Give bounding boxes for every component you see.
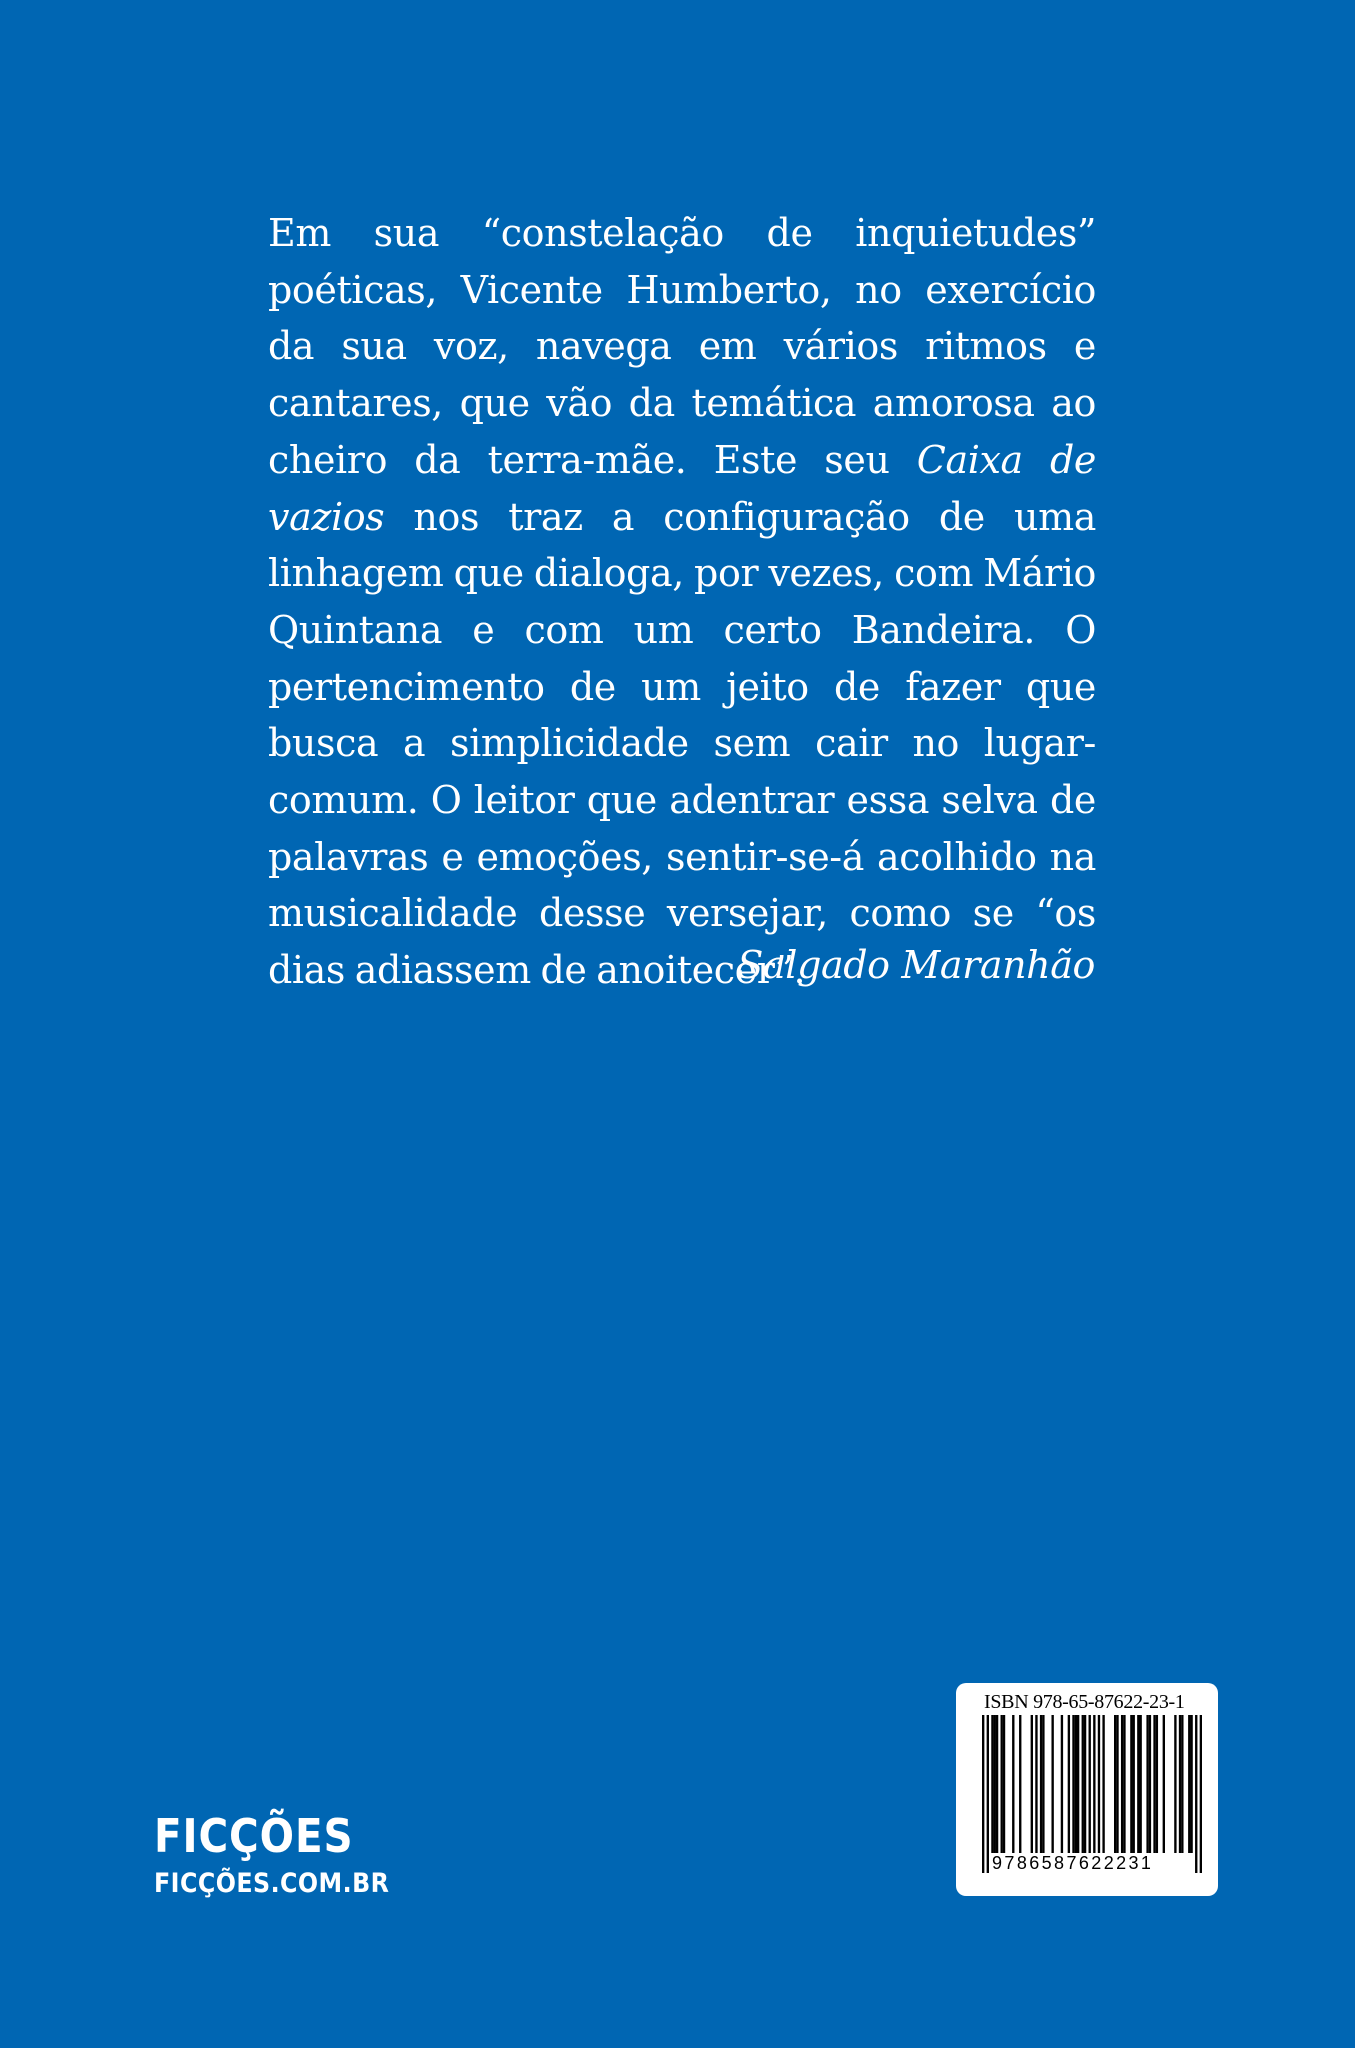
barcode-bar [1156, 1715, 1158, 1853]
barcode-bar [1146, 1715, 1148, 1853]
publisher-name: FICÇÕES [154, 1809, 354, 1863]
barcode-bar [1072, 1715, 1074, 1853]
barcode-bar [1035, 1715, 1037, 1853]
barcode-bar [1195, 1715, 1197, 1873]
barcode-bar [1181, 1715, 1183, 1853]
barcode-bar [1188, 1715, 1190, 1853]
barcode-bar [1061, 1715, 1063, 1853]
barcode-bar [1190, 1715, 1192, 1853]
blurb-part-2: nos traz a configuração de uma linhagem que dialoga, por vezes, com Mário Quintana e com um certo Bandeira. O pertencimento de um jeito de fazer que busca a simplicidade sem cair no lugar-comum. O leitor que adentrar essa selva de palavras e emoções, sentir-se-á acolhido na musicalidade desse versejar, como se “os dias adiassem de anoitecer”. [268, 494, 1096, 993]
barcode-bar [1051, 1715, 1053, 1853]
barcode-bar [1139, 1715, 1141, 1853]
barcode-bar [1003, 1715, 1005, 1853]
barcode-bar [1084, 1715, 1086, 1853]
barcode-bar [1102, 1715, 1104, 1853]
barcode-bar [996, 1715, 998, 1853]
barcode-bar [982, 1715, 984, 1873]
publisher-website: FICÇÕES.COM.BR [154, 1868, 390, 1899]
barcode-bar [1068, 1715, 1070, 1853]
barcode-bar [1163, 1715, 1165, 1853]
barcode-bar [1012, 1715, 1014, 1853]
barcode-bar [1098, 1715, 1100, 1853]
barcode-bar [1082, 1715, 1084, 1853]
barcode-bar [1200, 1715, 1202, 1873]
barcode-bar [991, 1715, 993, 1853]
publisher-logo [154, 1808, 421, 1900]
blurb-text [268, 205, 1096, 999]
barcode-bar [987, 1715, 989, 1873]
barcode-bar [1133, 1715, 1135, 1853]
book-title: Caixa de vazios [268, 437, 1096, 539]
barcode-bar [1031, 1715, 1033, 1853]
barcode-bar [1001, 1715, 1003, 1853]
blurb-paragraph [268, 205, 1096, 999]
barcode-bar [1137, 1715, 1139, 1853]
barcode-bar [1121, 1715, 1123, 1853]
barcode-bar [994, 1715, 996, 1853]
barcode-icon [982, 1715, 1202, 1875]
barcode-bar [1116, 1715, 1118, 1853]
barcode-label [956, 1683, 1218, 1896]
barcode-bar [1123, 1715, 1125, 1853]
blurb-part-1: Em sua “constelação de inquietudes” poéticas, Vicente Humberto, no exercício da sua voz, navega em vários ritmos e cantares, que vão da temática amorosa ao cheiro da terra-mãe. Este seu [268, 211, 1096, 482]
barcode-bar [1130, 1715, 1132, 1853]
barcode-bar [1040, 1715, 1042, 1853]
barcode-bar [1042, 1715, 1044, 1853]
barcode-bar [1153, 1715, 1155, 1853]
barcode-bar [1179, 1715, 1181, 1853]
isbn-number: ISBN 978-65-87622-23-1 [984, 1691, 1185, 1713]
barcode-bar [1149, 1715, 1151, 1853]
barcode-bar [1089, 1715, 1091, 1873]
barcode-digits: 9786587622231 [992, 1853, 1154, 1873]
barcode-bar [1174, 1715, 1176, 1853]
barcode-bar [1093, 1715, 1095, 1873]
barcode-bar [1075, 1715, 1077, 1853]
barcode-bar [1114, 1715, 1116, 1853]
blurb-author: Salgado Maranhão [737, 943, 1095, 987]
barcode-bar [1077, 1715, 1079, 1853]
barcode-bar [1019, 1715, 1021, 1853]
